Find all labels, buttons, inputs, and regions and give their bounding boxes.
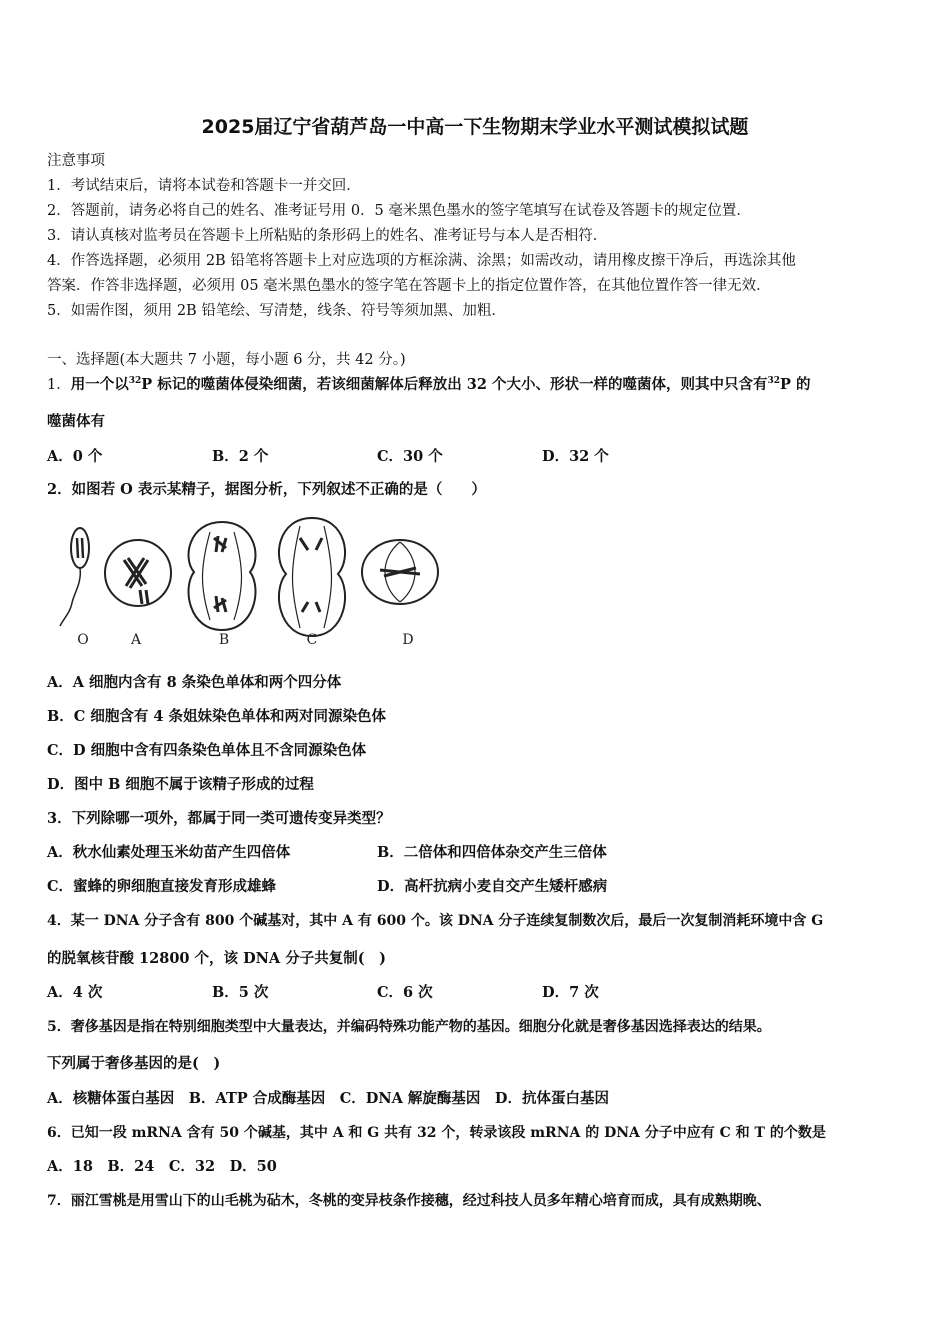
q2-option-b: B．C 细胞含有 4 条姐妹染色单体和两对同源染色体: [47, 708, 387, 725]
q6-options: A．18 B．24 C．32 D．50: [47, 1158, 277, 1175]
notice-item: 1．考试结束后，请将本试卷和答题卡一并交回．: [47, 178, 361, 194]
q1-text: P 的: [780, 376, 811, 393]
notice-heading: 注意事项: [47, 153, 105, 169]
notice-item: 5．如需作图，须用 2B 铅笔绘、写清楚，线条、符号等须加黑、加粗．: [47, 303, 506, 319]
section-heading: 一、选择题(本大题共 7 小题，每小题 6 分，共 42 分。): [47, 352, 406, 368]
question-1-stem: [47, 375, 810, 395]
cell-b: [189, 522, 256, 630]
q5-options: A．核糖体蛋白基因 B．ATP 合成酶基因 C．DNA 解旋酶基因 D．抗体蛋白基因: [47, 1090, 609, 1107]
question-number: 1．: [47, 377, 71, 393]
q4-option-d: D．7 次: [542, 984, 599, 1001]
figure-label-c: C: [306, 632, 318, 648]
figure-label-b: B: [218, 632, 230, 648]
q1-option-d: D．32 个: [542, 448, 609, 465]
question-5-stem: 5．奢侈基因是指在特别细胞类型中大量表达，并编码特殊功能产物的基因。细胞分化就是奢侈基因选择表达的结果。: [47, 1019, 771, 1035]
cell-a: [105, 540, 171, 606]
cell-c: [279, 518, 345, 636]
q3-option-c: C．蜜蜂的卵细胞直接发育形成雄蜂: [47, 878, 277, 895]
notice-item: 2．答题前，请务必将自己的姓名、准考证号用 0．5 毫米黑色墨水的签字笔填写在试卷及答题卡的规定位置．: [47, 203, 751, 219]
q2-option-c: C．D 细胞中含有四条染色单体且不含同源染色体: [47, 742, 367, 759]
question-4-stem-cont: 的脱氧核苷酸 12800 个，该 DNA 分子共复制( ): [47, 950, 386, 967]
q4-option-b: B．5 次: [212, 984, 269, 1001]
q1-option-b: B．2 个: [212, 448, 269, 465]
question-4-stem: 4．某一 DNA 分子含有 800 个碱基对，其中 A 有 600 个。该 DNA 分子连续复制数次后，最后一次复制消耗环境中含 G: [47, 913, 824, 929]
superscript: 32: [128, 376, 142, 387]
page-title: 2025届辽宁省葫芦岛一中高一下生物期末学业水平测试模拟试题: [201, 116, 749, 138]
question-6-stem: 6．已知一段 mRNA 含有 50 个碱基，其中 A 和 G 共有 32 个，转录该段 mRNA 的 DNA 分子中应有 C 和 T 的个数是: [47, 1125, 826, 1141]
q3-option-b: B．二倍体和四倍体杂交产生三倍体: [377, 844, 607, 861]
notice-item: 3．请认真核对监考员在答题卡上所粘贴的条形码上的姓名、准考证号与本人是否相符．: [47, 228, 608, 244]
question-1-stem-cont: 噬菌体有: [47, 413, 105, 430]
notice-item: 答案．作答非选择题，必须用 05 毫米黑色墨水的签字笔在答题卡上的指定位置作答，在其他位置作答一律无效．: [47, 278, 771, 294]
question-5-stem-cont: 下列属于奢侈基因的是( ): [47, 1055, 221, 1072]
figure-label-o: O: [77, 632, 89, 648]
superscript: 32: [767, 376, 781, 387]
q3-option-a: A．秋水仙素处理玉米幼苗产生四倍体: [47, 844, 291, 861]
q4-option-c: C．6 次: [377, 984, 433, 1001]
question-7-stem: 7．丽江雪桃是用雪山下的山毛桃为砧木，冬桃的变异枝条作接穗，经过科技人员多年精心培育而成，具有成熟期晚、: [47, 1193, 771, 1209]
question-3-stem: 3．下列除哪一项外，都属于同一类可遗传变异类型？: [47, 810, 391, 827]
question-2-stem: 2．如图若 O 表示某精子，据图分析，下列叙述不正确的是（ ）: [47, 481, 486, 498]
q2-option-d: D．图中 B 细胞不属于该精子形成的过程: [47, 776, 314, 793]
q3-option-d: D．高杆抗病小麦自交产生矮杆感病: [377, 878, 608, 895]
figure-label-d: D: [402, 632, 414, 648]
q1-option-a: A．0 个: [47, 448, 103, 465]
q4-option-a: A．4 次: [47, 984, 103, 1001]
q1-text: P 标记的噬菌体侵染细菌，若该细菌解体后释放出 32 个大小、形状一样的噬菌体，则其中只含有: [141, 376, 768, 393]
sperm-cell-o: [60, 528, 89, 626]
figure-label-a: A: [130, 632, 142, 648]
cell-division-figure: [50, 508, 450, 653]
q2-option-a: A．A 细胞内含有 8 条染色单体和两个四分体: [47, 674, 342, 691]
cell-d: [362, 540, 438, 604]
q1-text: 用一个以: [70, 376, 129, 393]
q1-option-c: C．30 个: [377, 448, 443, 465]
notice-item: 4．作答选择题，必须用 2B 铅笔将答题卡上对应选项的方框涂满、涂黑；如需改动，请用橡皮擦干净后，再选涂其他: [47, 253, 796, 269]
